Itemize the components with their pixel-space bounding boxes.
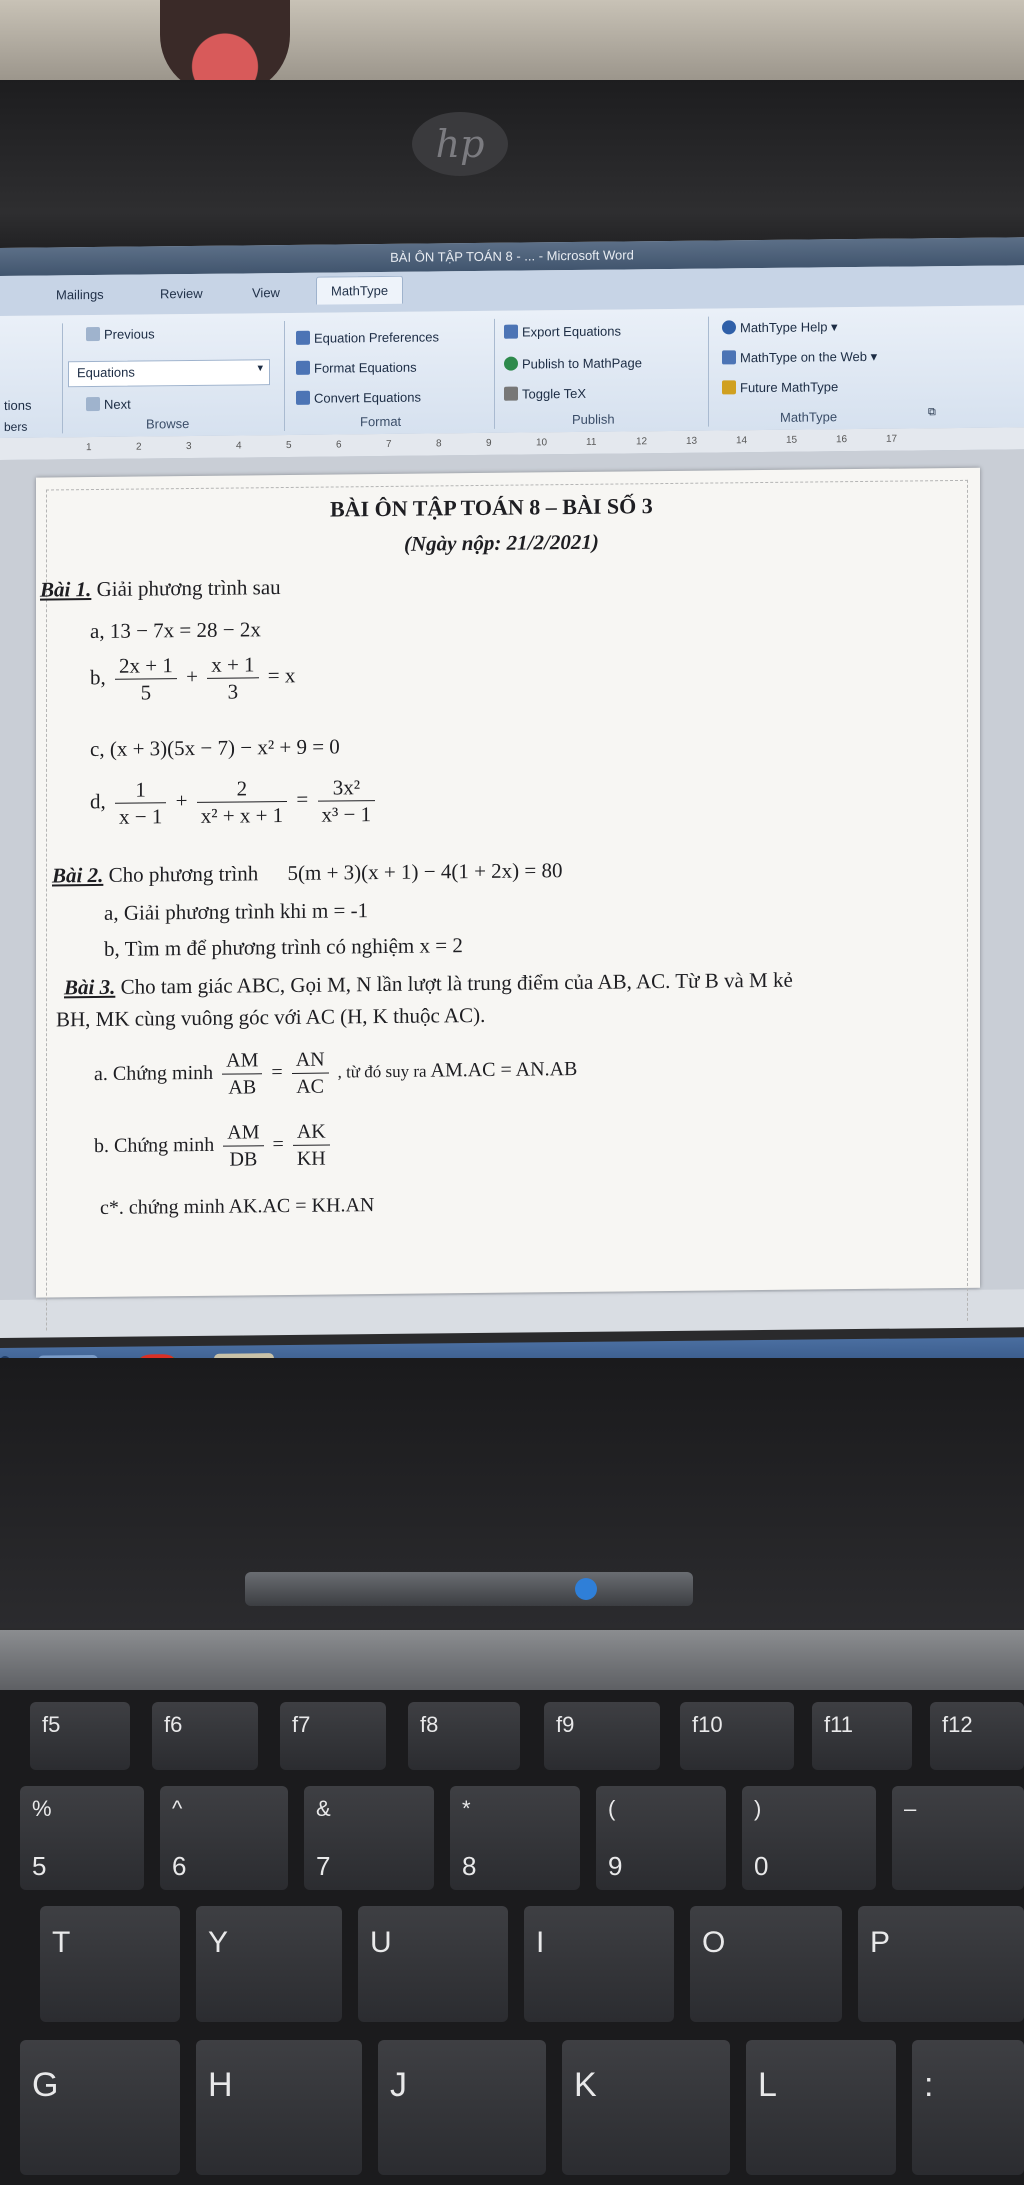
bai3-b: b. Chứng minh $\frac{AM}{DB}$ = $\frac{AK}{KH}$ — [94, 1119, 334, 1175]
key-f5[interactable]: f5 — [30, 1702, 130, 1770]
export-icon — [504, 325, 518, 339]
format-equations-button[interactable]: Format Equations — [296, 360, 417, 376]
key-i[interactable]: I — [524, 1906, 674, 2022]
key-colon[interactable]: : — [912, 2040, 1024, 2175]
sigma-icon — [296, 331, 310, 345]
publish-group-label: Publish — [572, 411, 615, 428]
bai1-heading: Bài 1. — [40, 577, 92, 602]
next-button[interactable]: Next — [86, 397, 131, 412]
left-group-label: tions — [4, 397, 32, 413]
key-j[interactable]: J — [378, 2040, 546, 2175]
publish-mathpage-button[interactable]: Publish to MathPage — [504, 355, 642, 371]
key-l[interactable]: L — [746, 2040, 896, 2175]
bai2-heading: Bài 2. — [52, 862, 104, 888]
bai3-a: a. Chứng minh $\frac{AM}{AB}$ = $\frac{AN}{AC}$ , từ đó suy ra AM.AC = AN.AB — [94, 1044, 577, 1102]
key-f11[interactable]: f11 — [812, 1702, 912, 1770]
sigma-icon — [296, 391, 310, 405]
hinge-area — [0, 1630, 1024, 1690]
laptop-screen — [0, 237, 1024, 1338]
bai2-b: b, Tìm m để phương trình có nghiệm x = 2 — [104, 933, 463, 961]
window-title: BÀI ÔN TẬP TOÁN 8 - ... - Microsoft Word — [0, 237, 1024, 276]
keyboard — [0, 1690, 1024, 2185]
due-date: (Ngày nộp: 21/2/2021) — [404, 529, 599, 556]
key-h[interactable]: H — [196, 2040, 362, 2175]
bai1-text: Giải phương trình sau — [96, 575, 281, 601]
dialog-launcher-icon[interactable]: ⧉ — [928, 406, 936, 419]
key-8[interactable]: * 8 — [450, 1786, 580, 1890]
key-5[interactable]: % 5 — [20, 1786, 144, 1890]
power-icon[interactable] — [575, 1578, 597, 1600]
key-u[interactable]: U — [358, 1906, 508, 2022]
media-control-strip — [245, 1572, 693, 1606]
bai2-line — [52, 858, 563, 888]
bai3-line1: Bài 3. Cho tam giác ABC, Gọi M, N lần lượt là trung điểm của AB, AC. Từ B và M kẻ — [64, 967, 793, 1000]
bai1-a: a, 13 − 7x = 28 − 2x — [90, 617, 261, 644]
key-6[interactable]: ^ 6 — [160, 1786, 288, 1890]
key-f9[interactable]: f9 — [544, 1702, 660, 1770]
key-f10[interactable]: f10 — [680, 1702, 794, 1770]
key-f6[interactable]: f6 — [152, 1702, 258, 1770]
key-p[interactable]: P — [858, 1906, 1024, 2022]
key-k[interactable]: K — [562, 2040, 730, 2175]
key-7[interactable]: & 7 — [304, 1786, 434, 1890]
mathtype-ribbon — [0, 305, 1024, 439]
key-y[interactable]: Y — [196, 1906, 342, 2022]
tab-mailings[interactable]: Mailings — [56, 286, 104, 303]
key-g[interactable]: G — [20, 2040, 180, 2175]
tex-icon — [504, 387, 518, 401]
mathtype-web-button[interactable]: MathType on the Web ▾ — [722, 349, 877, 367]
browse-equations-value: Equations — [77, 364, 135, 381]
globe-icon — [504, 357, 518, 371]
mathtype-help-button[interactable]: MathType Help ▾ — [722, 319, 838, 336]
mathtype-group-label: MathType — [780, 409, 838, 425]
browse-group-label: Browse — [146, 416, 190, 432]
bai1-line — [40, 575, 281, 603]
bai1-b: b, $\frac{2x + 1}{5}$ + $\frac{x + 1}{3}$ = x — [90, 652, 296, 705]
document-title: BÀI ÔN TẬP TOÁN 8 – BÀI SỐ 3 — [330, 493, 653, 522]
previous-button[interactable]: Previous — [86, 326, 155, 342]
key-f12[interactable]: f12 — [930, 1702, 1024, 1770]
key-t[interactable]: T — [40, 1906, 180, 2022]
tab-review[interactable]: Review — [160, 285, 203, 302]
format-group-label: Format — [360, 413, 402, 430]
key-9[interactable]: ( 9 — [596, 1786, 726, 1890]
ruler[interactable]: 1 2 3 4 5 6 7 8 9 10 11 12 13 14 15 16 17 — [0, 427, 1024, 461]
left-group-label-2: bers — [4, 419, 28, 434]
export-equations-button[interactable]: Export Equations — [504, 323, 621, 339]
key-f7[interactable]: f7 — [280, 1702, 386, 1770]
down-arrow-icon — [86, 397, 100, 411]
key-f8[interactable]: f8 — [408, 1702, 520, 1770]
bai1-c: c, (x + 3)(5x − 7) − x² + 9 = 0 — [90, 734, 340, 762]
sigma-icon — [722, 380, 736, 394]
web-icon — [722, 350, 736, 364]
help-icon — [722, 320, 736, 334]
chevron-down-icon: ▾ — [257, 362, 263, 375]
bai2-a: a, Giải phương trình khi m = -1 — [104, 898, 369, 925]
bai3-c: c*. chứng minh AK.AC = KH.AN — [100, 1194, 375, 1219]
key-0[interactable]: ) 0 — [742, 1786, 876, 1890]
bai3-heading: Bài 3. — [64, 974, 116, 1000]
bai3-line2: BH, MK cùng vuông góc với AC (H, K thuộc AC). — [56, 1002, 486, 1032]
future-mathtype-button[interactable]: Future MathType — [722, 379, 838, 395]
bai2-text: Cho phương trình — [108, 861, 259, 887]
key-o[interactable]: O — [690, 1906, 842, 2022]
document-page[interactable] — [36, 468, 980, 1298]
background-wall — [0, 0, 1024, 80]
key-minus[interactable]: – — [892, 1786, 1024, 1890]
tab-mathtype[interactable]: MathType — [316, 276, 403, 305]
convert-equations-button[interactable]: Convert Equations — [296, 390, 421, 406]
tab-view[interactable]: View — [252, 285, 280, 301]
hp-logo-icon: hp — [412, 112, 508, 176]
bai2-equation: 5(m + 3)(x + 1) − 4(1 + 2x) = 80 — [287, 858, 563, 885]
sigma-icon — [296, 361, 310, 375]
equation-preferences-button[interactable]: Equation Preferences — [296, 329, 439, 345]
toggle-tex-button[interactable]: Toggle TeX — [504, 386, 586, 402]
bai1-d: d, $\frac{1}{x - 1}$ + $\frac{2}{\text{x² + x + 1}}$ = $\frac{\text{3x²}}{\text{x³ − 1}}$ — [90, 774, 379, 830]
equations-dropdown[interactable] — [68, 359, 270, 387]
up-arrow-icon — [86, 327, 100, 341]
